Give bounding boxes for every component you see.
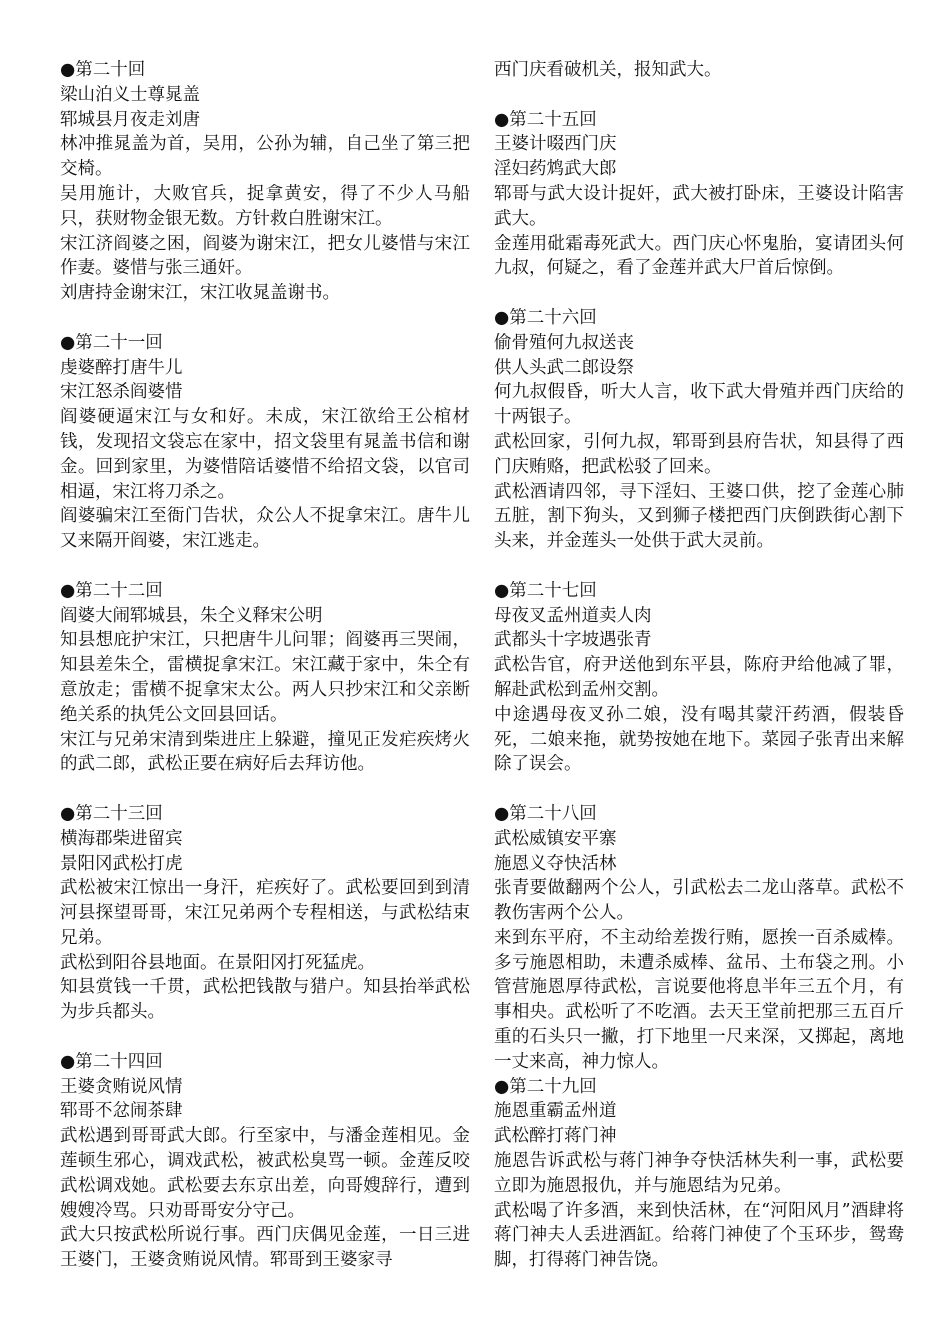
chapter-title: 虔婆醉打唐牛儿 <box>60 357 183 378</box>
chapter-title: 横海郡柴进留宾 <box>60 828 183 849</box>
summary-paragraph: 阎婆硬逼宋江与女和好。未成，宋江欲给王公棺材钱，发现招文袋忘在家中，招文袋里有晁盖书信和谢金。回到家里，为婆惜陪话婆惜不给招文袋，以官司相逼，宋江将刀杀之。 <box>60 407 470 502</box>
chapter-title: 偷骨殖何九叔送丧 <box>494 332 634 353</box>
chapter-21 <box>60 331 470 554</box>
chapter-title: 武松威镇安平寨 <box>494 828 617 849</box>
summary-paragraph: 武松遇到哥哥武大郎。行至家中，与潘金莲相见。金莲顿生邪心，调戏武松，被武松臭骂一顿。金莲反咬武松调戏她。武松要去东京出差，向哥嫂辞行，遭到嫂嫂冷骂。只劝哥哥安分守己。 <box>60 1126 470 1221</box>
summary-paragraph: 宋江与兄弟宋清到柴进庄上躲避，撞见正发疟疾烤火的武二郎，武松正要在病好后去拜访他。 <box>60 729 470 775</box>
summary-paragraph: 武大只按武松所说行事。西门庆偶见金莲，一日三进王婆门，王婆贪贿说风情。郓哥到王婆家寻 <box>60 1225 470 1271</box>
chapter-title: 郓城县月夜走刘唐 <box>60 109 200 130</box>
chapter-title: 景阳冈武松打虎 <box>60 853 183 874</box>
chapter-title: 施恩义夺快活林 <box>494 853 617 874</box>
summary-paragraph: 刘唐持金谢宋江，宋江收晁盖谢书。 <box>60 283 340 304</box>
summary-paragraph: 金莲用砒霜毒死武大。西门庆心怀鬼胎，宴请团头何九叔，何疑之，看了金莲并武大尸首后惊倒。 <box>494 233 904 279</box>
chapter-title: 武都头十字坡遇张青 <box>494 630 652 651</box>
chapter-heading: ●第二十七回 <box>494 580 597 601</box>
chapter-title: 阎婆大闹郓城县，朱仝义释宋公明 <box>60 605 323 626</box>
chapter-24 <box>60 1050 470 1273</box>
chapter-heading: ●第二十二回 <box>60 580 163 601</box>
summary-paragraph: 中途遇母夜叉孙二娘，没有喝其蒙汗药酒，假装昏死，二娘来拖，就势按她在地下。菜园子张青出来解除了误会。 <box>494 704 904 775</box>
summary-paragraph: 知县想庇护宋江，只把唐牛儿问罪；阎婆再三哭闹，知县差朱仝，雷横捉拿宋江。宋江藏于家中，朱仝有意放走；雷横不捉拿宋太公。两人只抄宋江和父亲断绝关系的执凭公文回县回话。 <box>60 630 470 725</box>
summary-paragraph: 何九叔假昏，听大人言，收下武大骨殖并西门庆给的十两银子。 <box>494 382 904 428</box>
chapter-heading: ●第二十九回 <box>494 1076 597 1097</box>
summary-paragraph: 宋江济阎婆之困，阎婆为谢宋江，把女儿婆惜与宋江作妻。婆惜与张三通奸。 <box>60 233 470 279</box>
summary-paragraph: 武松被宋江惊出一身汗，疟疾好了。武松要回到到清河县探望哥哥，宋江兄弟两个专程相送，与武松结束兄弟。 <box>60 878 470 948</box>
chapter-title: 宋江怒杀阎婆惜 <box>60 382 183 403</box>
summary-paragraph: 郓哥与武大设计捉奸，武大被打卧床，王婆设计陷害武大。 <box>494 183 904 229</box>
chapter-22 <box>60 579 470 777</box>
chapter-title: 供人头武二郎设祭 <box>494 357 634 378</box>
summary-paragraph: 知县赏钱一千贯，武松把钱散与猎户。知县抬举武松为步兵都头。 <box>60 977 470 1023</box>
chapter-title: 郓哥不忿闹茶肆 <box>60 1101 183 1122</box>
chapter-heading: ●第二十八回 <box>494 803 597 824</box>
summary-paragraph: 施恩告诉武松与蒋门神争夺快活林失利一事，武松要立即为施恩报仇，并与施恩结为兄弟。 <box>494 1151 904 1196</box>
summary-paragraph: 武松喝了许多酒，来到快活林，在“河阳风月”酒肆将蒋门神夫人丢进酒缸。给蒋门神使了个玉环步，鸳鸯脚，打得蒋门神告饶。 <box>494 1200 904 1271</box>
chapter-28 <box>494 802 904 1075</box>
right-column <box>494 58 904 1273</box>
chapter-heading: ●第二十三回 <box>60 803 163 824</box>
chapter-heading: ●第二十六回 <box>494 307 597 328</box>
summary-paragraph: 武松回家，引何九叔，郓哥到县府告状，知县得了西门庆贿赂，把武松驳了回来。 <box>494 431 904 477</box>
chapter-title: 淫妇药鸩武大郎 <box>494 159 617 180</box>
chapter-24-continued <box>494 58 904 83</box>
chapter-heading: ●第二十四回 <box>60 1051 163 1072</box>
chapter-heading: ●第二十五回 <box>494 109 597 130</box>
chapter-26 <box>494 306 904 554</box>
chapter-title: 施恩重霸孟州道 <box>494 1101 617 1122</box>
chapter-23 <box>60 802 470 1025</box>
chapter-title: 武松醉打蒋门神 <box>494 1126 617 1147</box>
chapter-25 <box>494 108 904 282</box>
summary-paragraph: 张青要做翻两个公人，引武松去二龙山落草。武松不教伤害两个公人。 <box>494 878 904 924</box>
chapter-title: 王婆计啜西门庆 <box>494 134 617 155</box>
chapter-29 <box>494 1075 904 1273</box>
chapter-title: 梁山泊义士尊晁盖 <box>60 84 200 105</box>
summary-paragraph: 西门庆看破机关，报知武大。 <box>494 60 722 80</box>
summary-paragraph: 武松告官，府尹送他到东平县，陈府尹给他减了罪，解赴武松到孟州交割。 <box>494 655 904 700</box>
summary-paragraph: 来到东平府，不主动给差拨行贿，愿挨一百杀威棒。多亏施恩相助，未遭杀威棒、盆吊、土布袋之刑。小管营施恩厚待武松，言说要他将息半年三五个月，有事相央。武松听了不吃酒。去天王堂前把那三五百斤重的石头只一撇，打下地里一尺来深，又掷起，离地一丈来高，神力惊人。 <box>494 927 904 1072</box>
chapter-heading: ●第二十一回 <box>60 332 163 353</box>
chapter-heading: ●第二十回 <box>60 60 146 80</box>
chapter-title: 母夜叉孟州道卖人肉 <box>494 605 652 626</box>
chapter-27 <box>494 579 904 777</box>
chapter-20 <box>60 58 470 306</box>
summary-paragraph: 武松到阳谷县地面。在景阳冈打死猛虎。 <box>60 952 375 973</box>
chapter-title: 王婆贪贿说风情 <box>60 1076 183 1097</box>
summary-paragraph: 吴用施计，大败官兵，捉拿黄安，得了不少人马船只，获财物金银无数。方针救白胜谢宋江。 <box>60 183 470 229</box>
summary-paragraph: 武松酒请四邻，寻下淫妇、王婆口供，挖了金莲心肺五脏，割下狗头，又到狮子楼把西门庆倒跌街心割下头来，并金莲头一处供于武大灵前。 <box>494 481 904 552</box>
left-column <box>60 58 470 1273</box>
summary-paragraph: 林冲推晁盖为首，吴用，公孙为辅，自己坐了第三把交椅。 <box>60 134 470 180</box>
summary-paragraph: 阎婆骗宋江至衙门告状，众公人不捉拿宋江。唐牛儿又来隔开阎婆，宋江逃走。 <box>60 506 470 552</box>
